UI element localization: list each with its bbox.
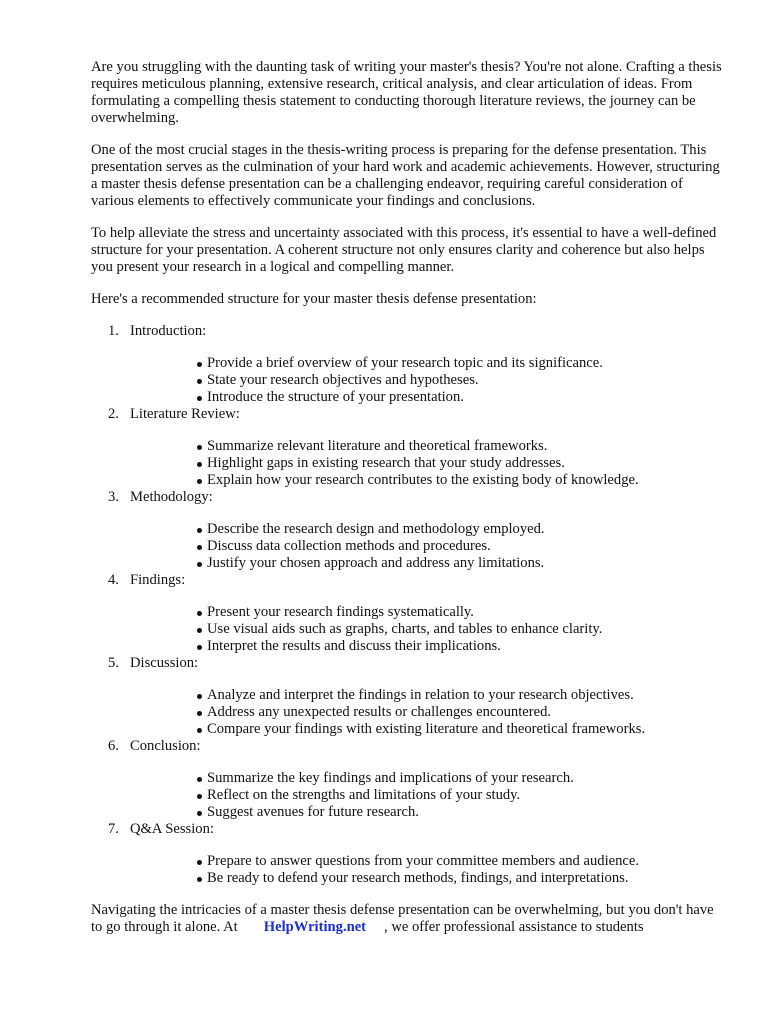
bullet-item bbox=[130, 389, 727, 406]
bullet-text: Introduce the structure of your presentation. bbox=[207, 389, 464, 405]
bullet-icon bbox=[197, 545, 202, 550]
bullet-text: Address any unexpected results or challenges encountered. bbox=[207, 704, 552, 720]
bullet-text: Use visual aids such as graphs, charts, and tables to enhance clarity. bbox=[207, 621, 603, 637]
bullet-text: Discuss data collection methods and procedures. bbox=[207, 538, 491, 554]
bullet-item bbox=[130, 538, 727, 555]
bullet-text: Summarize the key findings and implications of your research. bbox=[207, 770, 574, 786]
bullet-text: Reflect on the strengths and limitations of your study. bbox=[207, 787, 521, 803]
bullet-text: Justify your chosen approach and address any limitations. bbox=[207, 555, 545, 571]
bullet-list bbox=[130, 770, 727, 821]
bullet-item bbox=[130, 804, 727, 821]
bullet-list bbox=[130, 687, 727, 738]
item-title: Literature Review: bbox=[130, 406, 240, 422]
list-item bbox=[91, 655, 727, 738]
bullet-text: Describe the research design and methodology employed. bbox=[207, 521, 545, 537]
list-item bbox=[91, 406, 727, 489]
helpwriting-link[interactable]: HelpWriting.net bbox=[263, 919, 367, 935]
bullet-list bbox=[130, 853, 727, 887]
bullet-text: Analyze and interpret the findings in relation to your research objectives. bbox=[207, 687, 634, 703]
intro-paragraph: Are you struggling with the daunting task of writing your master's thesis? You're not alone. Crafting a thesis requires meticulous planning, extensive research, critical analysis, and clear articulation of ideas. From formulating a compelling thesis statement to conducting thorough literature reviews, the journey can be overwhelming. bbox=[91, 59, 722, 126]
bullet-item bbox=[130, 455, 727, 472]
bullet-icon bbox=[197, 645, 202, 650]
structure-list bbox=[91, 323, 727, 887]
bullet-item bbox=[130, 604, 727, 621]
list-item bbox=[91, 572, 727, 655]
closing-text: Navigating the intricacies of a master thesis defense presentation can be overwhelming, but you don't have to go through it alone. At bbox=[91, 902, 714, 935]
bullet-icon bbox=[197, 362, 202, 367]
bullet-icon bbox=[197, 811, 202, 816]
bullet-icon bbox=[197, 479, 202, 484]
bullet-text: Explain how your research contributes to the existing body of knowledge. bbox=[207, 472, 639, 488]
item-number: 5. bbox=[108, 655, 119, 671]
bullet-item bbox=[130, 555, 727, 572]
bullet-icon bbox=[197, 379, 202, 384]
item-number: 6. bbox=[108, 738, 119, 754]
bullet-text: Suggest avenues for future research. bbox=[207, 804, 419, 820]
item-title: Introduction: bbox=[130, 323, 207, 339]
item-number: 1. bbox=[108, 323, 119, 339]
bullet-icon bbox=[197, 794, 202, 799]
list-item bbox=[91, 738, 727, 821]
bullet-icon bbox=[197, 445, 202, 450]
structure-paragraph: To help alleviate the stress and uncertainty associated with this process, it's essential to have a well-defined structure for your presentation. A coherent structure not only ensures clarity and coherence but also helps you present your research in a logical and compelling manner. bbox=[91, 225, 717, 275]
item-title: Methodology: bbox=[130, 489, 213, 505]
bullet-item bbox=[130, 621, 727, 638]
bullet-list bbox=[130, 438, 727, 489]
bullet-text: Prepare to answer questions from your committee members and audience. bbox=[207, 853, 639, 869]
bullet-item bbox=[130, 787, 727, 804]
bullet-text: Summarize relevant literature and theoretical frameworks. bbox=[207, 438, 548, 454]
bullet-item bbox=[130, 355, 727, 372]
item-title: Discussion: bbox=[130, 655, 199, 671]
bullet-text: Be ready to defend your research methods, findings, and interpretations. bbox=[207, 870, 629, 886]
bullet-item bbox=[130, 438, 727, 455]
bullet-list bbox=[130, 521, 727, 572]
bullet-item bbox=[130, 770, 727, 787]
item-number: 2. bbox=[108, 406, 119, 422]
item-number: 4. bbox=[108, 572, 119, 588]
bullet-text: Compare your findings with existing literature and theoretical frameworks. bbox=[207, 721, 646, 737]
bullet-item bbox=[130, 721, 727, 738]
item-title: Findings: bbox=[130, 572, 186, 588]
bullet-icon bbox=[197, 860, 202, 865]
bullet-icon bbox=[197, 694, 202, 699]
list-item bbox=[91, 821, 727, 887]
bullet-item bbox=[130, 704, 727, 721]
bullet-text: Highlight gaps in existing research that your study addresses. bbox=[207, 455, 565, 471]
bullet-icon bbox=[197, 396, 202, 401]
defense-paragraph: One of the most crucial stages in the thesis-writing process is preparing for the defense presentation. This presentation serves as the culmination of your hard work and academic achievements. However, structuring a master thesis defense presentation can be a challenging endeavor, requiring careful consideration of various elements to effectively communicate your findings and conclusions. bbox=[91, 142, 720, 209]
item-title: Conclusion: bbox=[130, 738, 201, 754]
bullet-icon bbox=[197, 628, 202, 633]
bullet-item bbox=[130, 870, 727, 887]
bullet-text: Provide a brief overview of your research topic and its significance. bbox=[207, 355, 603, 371]
item-number: 7. bbox=[108, 821, 119, 837]
item-number: 3. bbox=[108, 489, 119, 505]
list-item bbox=[91, 323, 727, 406]
bullet-item bbox=[130, 472, 727, 489]
bullet-icon bbox=[197, 562, 202, 567]
bullet-list bbox=[130, 355, 727, 406]
bullet-list bbox=[130, 604, 727, 655]
closing-paragraph bbox=[91, 902, 727, 936]
bullet-item bbox=[130, 372, 727, 389]
list-item bbox=[91, 489, 727, 572]
bullet-text: State your research objectives and hypotheses. bbox=[207, 372, 479, 388]
bullet-item bbox=[130, 853, 727, 870]
closing-text-end: , we offer professional assistance to students bbox=[384, 919, 644, 935]
bullet-item bbox=[130, 521, 727, 538]
bullet-icon bbox=[197, 877, 202, 882]
bullet-text: Present your research findings systematically. bbox=[207, 604, 474, 620]
recommended-structure-paragraph: Here's a recommended structure for your master thesis defense presentation: bbox=[91, 291, 537, 307]
bullet-icon bbox=[197, 728, 202, 733]
bullet-icon bbox=[197, 711, 202, 716]
bullet-text: Interpret the results and discuss their implications. bbox=[207, 638, 501, 654]
item-title: Q&A Session: bbox=[130, 821, 214, 837]
bullet-icon bbox=[197, 462, 202, 467]
bullet-icon bbox=[197, 611, 202, 616]
bullet-icon bbox=[197, 528, 202, 533]
bullet-icon bbox=[197, 777, 202, 782]
document-page bbox=[91, 59, 727, 951]
bullet-item bbox=[130, 638, 727, 655]
bullet-item bbox=[130, 687, 727, 704]
